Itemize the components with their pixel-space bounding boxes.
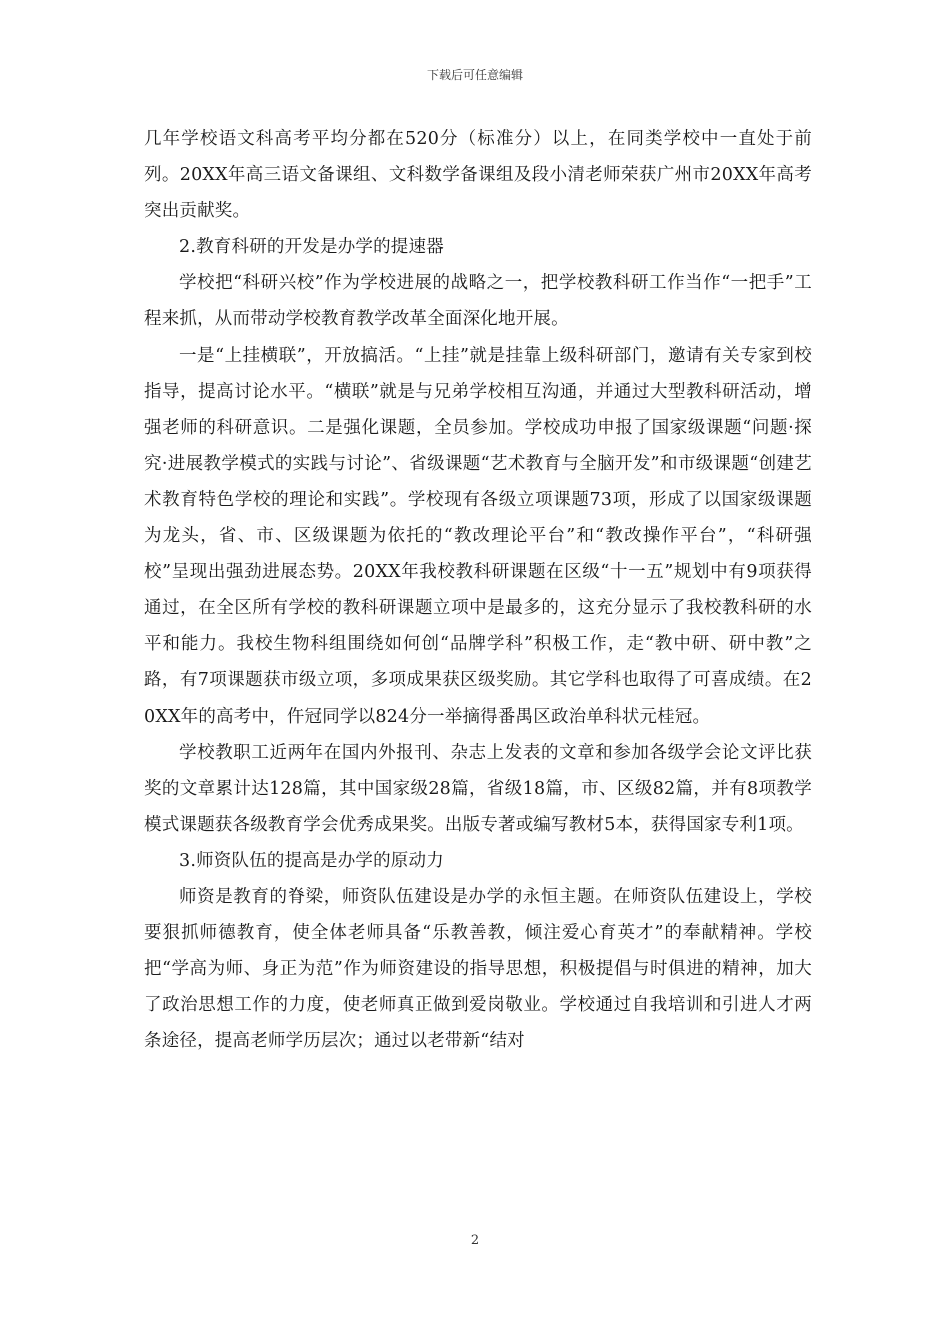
document-body (144, 121, 812, 1059)
paragraph-publications: 学校教职工近两年在国内外报刊、杂志上发表的文章和参加各级学会论文评比获奖的文章累计达128篇，其中国家级28篇，省级18篇，市、区级82篇，并有8项教学模式课题获各级教育学会优秀成果奖。出版专著或编写教材5本，获得国家专利1项。 (144, 742, 812, 835)
paragraph-teacher-development: 师资是教育的脊梁，师资队伍建设是办学的永恒主题。在师资队伍建设上，学校要狠抓师德教育，使全体老师具备“乐教善教，倾注爱心育英才”的奉献精神。学校把“学高为师、身正为范”作为师资建设的指导思想，积极提倡与时俱进的精神，加大了政治思想工作的力度，使老师真正做到爱岗敬业。学校通过自我培训和引进人才两条途径，提高老师学历层次；通过以老带新“结对 (144, 886, 812, 1052)
paragraph-research-strategy: 学校把“科研兴校”作为学校进展的战略之一，把学校教科研工作当作“一把手”工程来抓，从而带动学校教育教学改革全面深化地开展。 (144, 273, 812, 330)
page-number: 2 (470, 1233, 480, 1248)
section-heading-teachers: 3.师资队伍的提高是办学的原动力 (179, 850, 444, 871)
paragraph-continuation: 几年学校语文科高考平均分都在520分（标准分）以上，在同类学校中一直处于前列。20XX年高三语文备课组、文科数学备课组及段小清老师荣获广州市20XX年高考突出贡献奖。 (144, 129, 812, 222)
page-header: 下载后可任意编辑 (426, 68, 523, 82)
paragraph-research-projects: 一是“上挂横联”，开放搞活。“上挂”就是挂靠上级科研部门，邀请有关专家到校指导，提高讨论水平。“横联”就是与兄弟学校相互沟通，并通过大型教科研活动，增强老师的科研意识。二是强化课题，全员参加。学校成功申报了国家级课题“问题·探究·进展教学模式的实践与讨论”、省级课题“艺术教育与全脑开发”和市级课题“创建艺术教育特色学校的理论和实践”。学校现有各级立项课题73项，形成了以国家级课题为龙头，省、市、区级课题为依托的“教改理论平台”和“教改操作平台”，“科研强校”呈现出强劲进展态势。20XX年我校教科研课题在区级“十一五”规划中有9项获得通过，在全区所有学校的教科研课题立项中是最多的，这充分显示了我校教科研的水平和能力。我校生物科组围绕如何创“品牌学科”积极工作，走“教中研、研中教”之路，有7项课题获市级立项，多项成果获区级奖励。其它学科也取得了可喜成绩。在20XX年的高考中，仵冠同学以824分一举摘得番禺区政治单科状元桂冠。 (144, 345, 812, 727)
section-heading-research: 2.教育科研的开发是办学的提速器 (179, 237, 444, 258)
